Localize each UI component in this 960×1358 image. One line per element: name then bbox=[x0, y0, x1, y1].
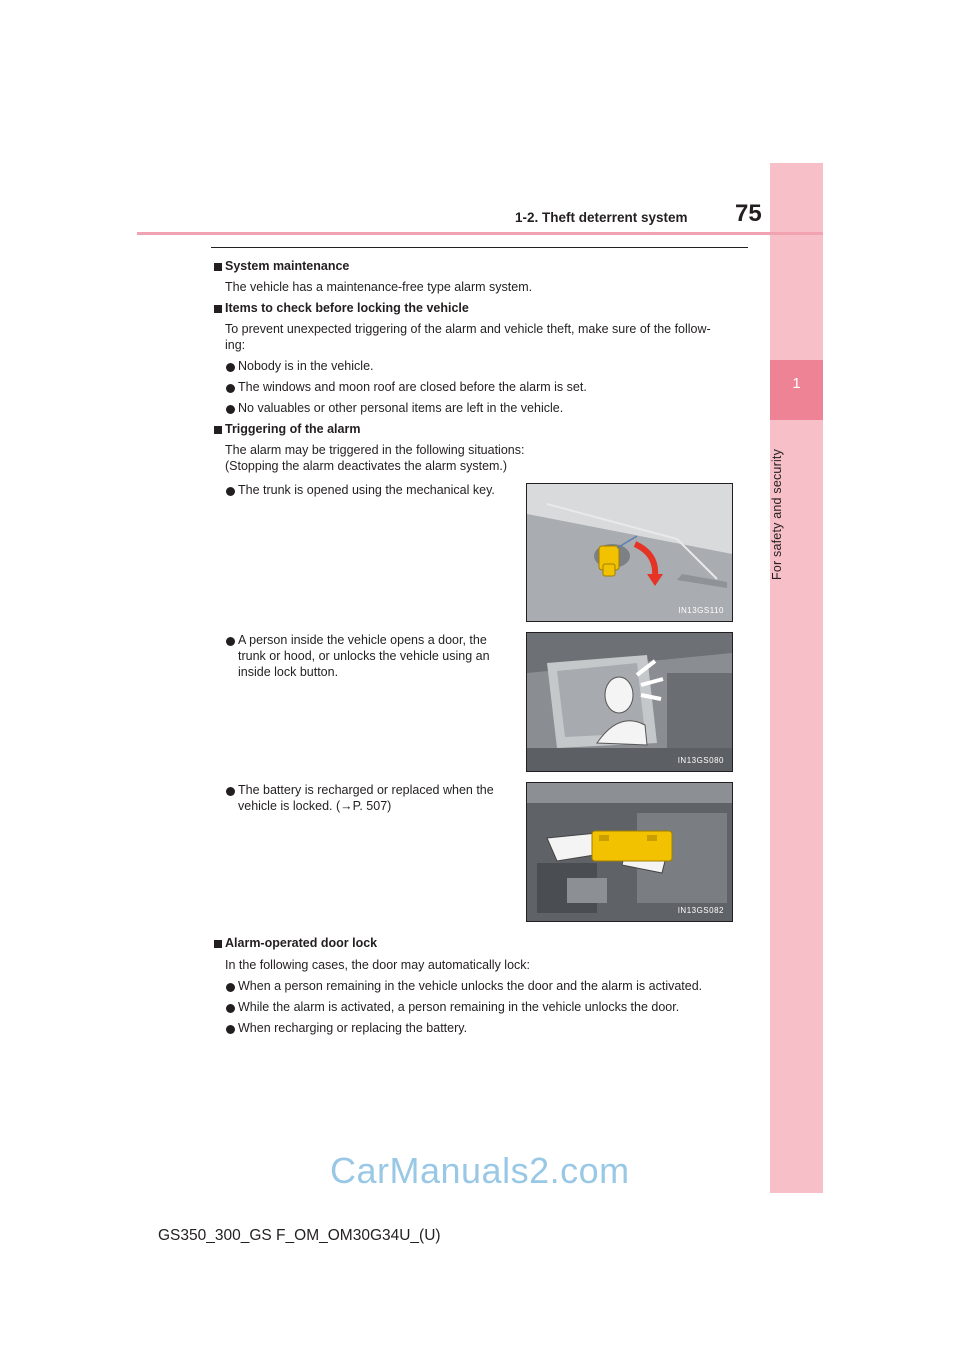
figure-code: IN13GS082 bbox=[677, 906, 724, 915]
chapter-side-tab bbox=[770, 163, 823, 1193]
check-body-line1: To prevent unexpected triggering of the alarm and vehicle theft, make sure of the follow- bbox=[225, 322, 711, 336]
trunk-key-illustration-icon bbox=[527, 484, 732, 621]
bullet-icon bbox=[226, 487, 235, 496]
trigger-item-line: inside lock button. bbox=[238, 665, 339, 679]
trigger-item-line: trunk or hood, or unlocks the vehicle using an bbox=[238, 649, 490, 663]
trigger-item-line: The trunk is opened using the mechanical key. bbox=[238, 483, 495, 497]
watermark-link[interactable]: CarManuals2.com bbox=[330, 1150, 630, 1191]
triggering-body-line1: The alarm may be triggered in the following situations: bbox=[225, 443, 525, 457]
header-rule bbox=[137, 232, 823, 235]
figure-battery bbox=[526, 782, 733, 922]
heading-square-icon bbox=[214, 263, 222, 271]
check-bullet: The windows and moon roof are closed before the alarm is set. bbox=[238, 380, 587, 394]
figure-code: IN13GS080 bbox=[677, 756, 724, 765]
bullet-icon bbox=[226, 983, 235, 992]
door-lock-bullet: When recharging or replacing the battery. bbox=[238, 1021, 468, 1035]
battery-replacement-illustration-icon bbox=[527, 783, 732, 921]
check-bullet: No valuables or other personal items are left in the vehicle. bbox=[238, 401, 564, 415]
figure-code: IN13GS110 bbox=[678, 606, 724, 615]
heading-system-maintenance: System maintenance bbox=[225, 259, 350, 273]
heading-door-lock: Alarm-operated door lock bbox=[225, 936, 378, 950]
figure-person-in-car bbox=[526, 632, 733, 772]
heading-square-icon bbox=[214, 940, 222, 948]
bullet-icon bbox=[226, 637, 235, 646]
chapter-number: 1 bbox=[792, 375, 801, 392]
header-section-title: 1-2. Theft deterrent system bbox=[515, 210, 688, 225]
bullet-icon bbox=[226, 1004, 235, 1013]
heading-triggering: Triggering of the alarm bbox=[225, 422, 361, 436]
check-body-line2: ing: bbox=[225, 338, 246, 352]
door-lock-bullet: While the alarm is activated, a person remaining in the vehicle unlocks the door. bbox=[238, 1000, 680, 1014]
bullet-icon bbox=[226, 1025, 235, 1034]
heading-square-icon bbox=[214, 305, 222, 313]
content-rule bbox=[211, 247, 748, 248]
footer-doc-code: GS350_300_GS F_OM_OM30G34U_(U) bbox=[158, 1227, 441, 1244]
trigger-item-line: vehicle is locked. (→P. 507) bbox=[238, 799, 392, 813]
trigger-item-line: A person inside the vehicle opens a door, the bbox=[238, 633, 487, 647]
heading-items-to-check: Items to check before locking the vehicle bbox=[225, 301, 469, 315]
chapter-number-tab[interactable] bbox=[770, 360, 823, 420]
bullet-icon bbox=[226, 405, 235, 414]
person-in-car-illustration-icon bbox=[527, 633, 732, 771]
check-bullet: Nobody is in the vehicle. bbox=[238, 359, 374, 373]
chapter-title: For safety and security bbox=[770, 448, 784, 580]
triggering-body-line2: (Stopping the alarm deactivates the alarm system.) bbox=[225, 459, 508, 473]
chapter-title-container bbox=[767, 430, 791, 580]
bullet-icon bbox=[226, 787, 235, 796]
bullet-icon bbox=[226, 363, 235, 372]
door-lock-body: In the following cases, the door may automatically lock: bbox=[225, 958, 531, 972]
door-lock-bullet: When a person remaining in the vehicle unlocks the door and the alarm is activated. bbox=[238, 979, 703, 993]
trigger-item-line: The battery is recharged or replaced when the bbox=[238, 783, 494, 797]
figure-trunk-key bbox=[526, 483, 733, 622]
bullet-icon bbox=[226, 384, 235, 393]
heading-square-icon bbox=[214, 426, 222, 434]
maintenance-body: The vehicle has a maintenance-free type alarm system. bbox=[225, 280, 533, 294]
page-number: 75 bbox=[735, 200, 762, 227]
